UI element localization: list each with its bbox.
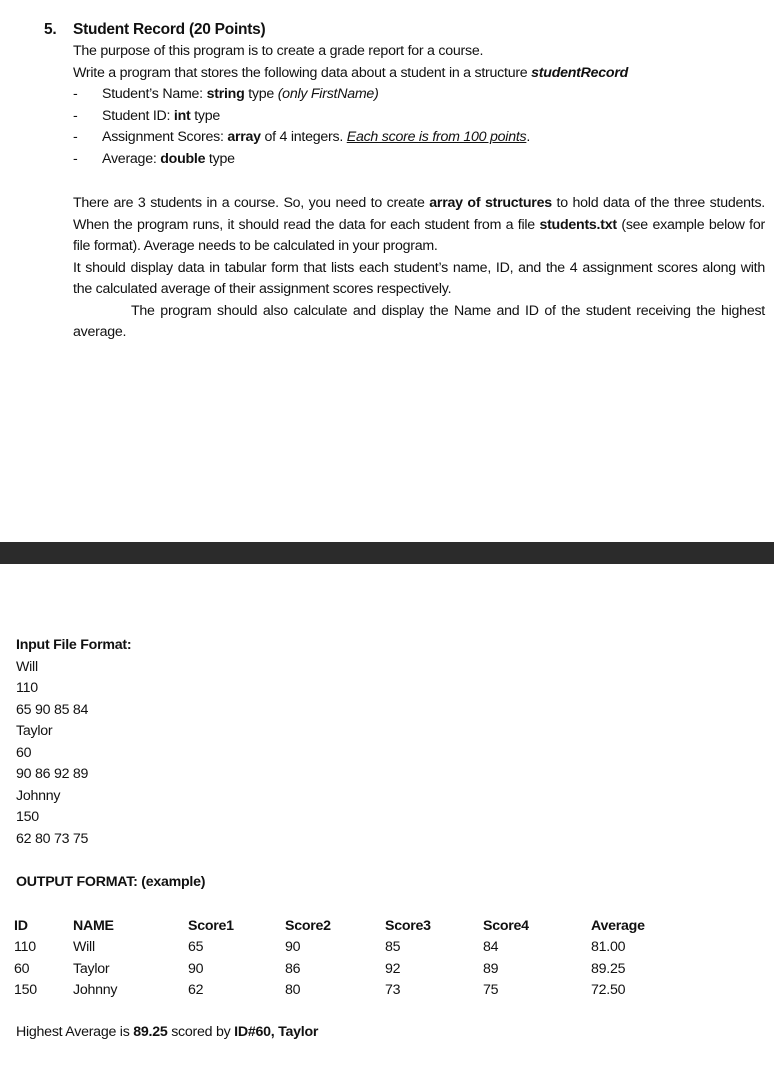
cell: 84 [483,939,499,956]
paragraph-1 [73,193,765,258]
text: There are 3 students in a course. So, you need to create [73,195,430,211]
text: Average: [102,150,161,167]
text: (see example below for file format). Average needs to be calculated in your program. [73,216,765,254]
column-header: Average [591,917,645,934]
cell: Johnny [73,982,118,999]
field-list [73,84,530,170]
column-header: Score2 [285,917,331,934]
input-line: 60 [16,744,32,761]
intro-line-2-text: Write a program that stores the following data about a student in a structure [73,64,532,81]
table-header [14,915,681,937]
input-line: 90 86 92 89 [16,766,89,782]
text: type [205,150,235,167]
note: (only FirstName) [277,86,379,102]
input-line: 62 80 73 75 [16,830,89,847]
table-row [14,937,681,959]
cell: 73 [385,982,401,999]
cell: 89.25 [591,960,626,977]
input-line: Taylor [16,723,53,739]
column-header: NAME [73,917,114,934]
field-item-id: - Student ID: int type [73,107,221,124]
cell: 110 [14,939,36,956]
input-line: 110 [16,680,38,696]
input-line: Will [16,658,38,675]
cell: 92 [385,960,401,977]
text: . [526,129,531,145]
type: double [160,150,206,167]
highest-student: ID#60, Taylor [234,1024,319,1040]
cell: 75 [483,982,499,999]
paragraph-3: The program should also calculate and display the Name and ID of the student receiving the highest average. [73,302,765,340]
input-line: Johnny [16,787,61,804]
cell: 150 [14,982,37,999]
filename: students.txt [539,216,617,233]
cell: 89 [483,960,499,977]
cell: Will [73,939,95,956]
cell: 90 [188,960,204,977]
text: type [244,86,278,102]
text: Highest Average is [16,1024,134,1040]
output-table [14,915,681,1001]
field-item-average: - Average: double type [73,150,235,167]
highest-value: 89.25 [133,1024,168,1040]
table-row [14,980,681,1002]
type: string [206,86,245,102]
struct-name: studentRecord [531,64,629,81]
column-header: Score4 [483,917,529,934]
input-file-heading: Input File Format: [16,637,132,653]
cell: 81.00 [591,939,626,956]
cell: 86 [285,960,301,977]
intro-line-2 [73,63,763,85]
input-line: 65 90 85 84 [16,701,89,718]
cell: 62 [188,982,204,999]
cell: 65 [188,939,204,956]
intro [73,41,763,84]
question-title [44,19,265,41]
description [73,193,765,344]
question-number: 5. [44,21,57,38]
text: to hold data of the three students. When the program runs, it should read the data for each student from a file [73,195,765,233]
type: array [227,129,261,145]
cell: 72.50 [591,982,626,999]
cell: Taylor [73,960,110,977]
column-header: Score1 [188,917,234,934]
type: int [173,107,191,124]
intro-line-1: The purpose of this program is to create a grade report for a course. [73,43,484,59]
field-item-scores: - Assignment Scores: array of 4 integers. Each score is from 100 points. [73,129,531,145]
cell: 80 [285,982,301,999]
text: scored by [167,1024,235,1040]
output-heading: OUTPUT FORMAT: (example) [16,874,206,890]
cell: 90 [285,939,301,956]
input-file-section [16,635,131,850]
note: Each score is from 100 points [346,129,527,145]
column-header: ID [14,917,28,934]
text: Student’s Name: [102,86,207,102]
question-title-text: Student Record (20 Points) [73,21,266,38]
highest-average-line [16,1022,318,1044]
text: Assignment Scores: [102,129,228,145]
text: of 4 integers. [260,129,347,145]
page-separator-band [0,542,774,564]
emphasis: array of structures [429,195,552,211]
cell: 60 [14,960,30,977]
paragraph-2: It should display data in tabular form that lists each student’s name, ID, and the 4 assignment scores along with the calculated average of their assignment scores respectively. [73,259,765,297]
text: Student ID: [102,107,174,124]
table-row [14,958,681,980]
text: type [190,107,221,124]
input-line: 150 [16,809,39,825]
cell: 85 [385,939,401,956]
column-header: Score3 [385,917,431,934]
field-item-name: - Student’s Name: string type (only FirstName) [73,86,379,102]
